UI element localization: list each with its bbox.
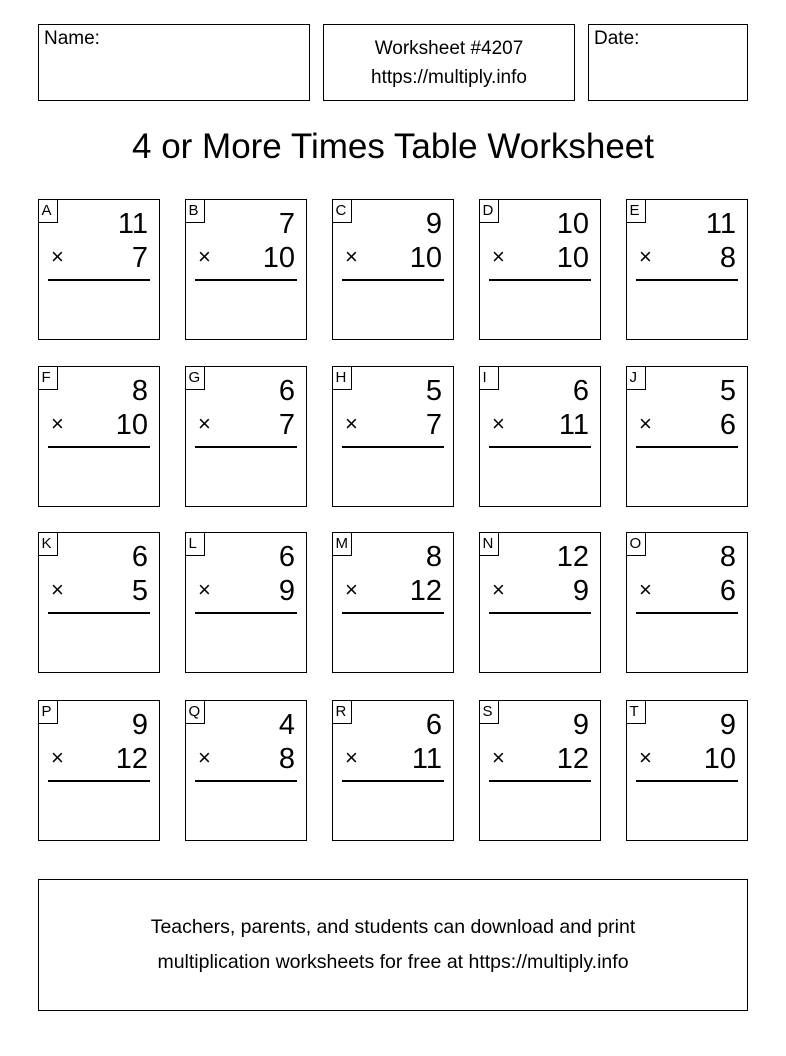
- multiplicand: 9: [425, 208, 442, 240]
- problem-letter: H: [332, 366, 352, 390]
- footer-line-2: multiplication worksheets for free at https://multiply.info: [157, 951, 629, 973]
- problem-card-d[interactable]: [479, 199, 601, 340]
- multiplier: 8: [278, 743, 295, 775]
- multiply-sign: ×: [51, 577, 64, 602]
- answer-line: [489, 279, 591, 281]
- multiply-sign: ×: [345, 411, 358, 436]
- multiplicand: 10: [556, 208, 589, 240]
- multiplier: 8: [719, 242, 736, 274]
- multiplier: 10: [409, 242, 442, 274]
- multiplier: 12: [115, 743, 148, 775]
- multiplicand: 8: [425, 541, 442, 573]
- problem-letter: Q: [185, 700, 205, 724]
- multiplier: 7: [278, 409, 295, 441]
- problem-letter: D: [479, 199, 499, 223]
- problem-card-l[interactable]: [185, 532, 307, 673]
- problem-letter: I: [479, 366, 499, 390]
- problem-card-r[interactable]: [332, 700, 454, 841]
- multiply-sign: ×: [639, 745, 652, 770]
- multiply-sign: ×: [345, 577, 358, 602]
- multiplier: 9: [278, 575, 295, 607]
- multiply-sign: ×: [492, 411, 505, 436]
- multiplicand: 5: [719, 375, 736, 407]
- answer-line: [636, 446, 738, 448]
- problem-letter: N: [479, 532, 499, 556]
- answer-line: [195, 780, 297, 782]
- problem-card-n[interactable]: [479, 532, 601, 673]
- answer-line: [342, 612, 444, 614]
- problem-card-o[interactable]: [626, 532, 748, 673]
- multiply-sign: ×: [198, 244, 211, 269]
- multiply-sign: ×: [492, 745, 505, 770]
- multiply-sign: ×: [345, 745, 358, 770]
- multiply-sign: ×: [639, 411, 652, 436]
- problem-card-t[interactable]: [626, 700, 748, 841]
- problem-letter: G: [185, 366, 205, 390]
- answer-line: [342, 446, 444, 448]
- answer-line: [195, 612, 297, 614]
- problem-card-j[interactable]: [626, 366, 748, 507]
- problem-letter: E: [626, 199, 646, 223]
- name-field[interactable]: [38, 24, 310, 101]
- multiplier: 11: [558, 409, 589, 441]
- problem-card-i[interactable]: [479, 366, 601, 507]
- answer-line: [342, 279, 444, 281]
- multiply-sign: ×: [639, 577, 652, 602]
- multiplier: 10: [115, 409, 148, 441]
- problem-card-k[interactable]: [38, 532, 160, 673]
- problem-card-f[interactable]: [38, 366, 160, 507]
- answer-line: [48, 279, 150, 281]
- multiplicand: 6: [425, 709, 442, 741]
- multiply-sign: ×: [639, 244, 652, 269]
- worksheet-info-box: [323, 24, 575, 101]
- multiplicand: 11: [705, 208, 736, 240]
- multiplier: 10: [556, 242, 589, 274]
- multiplicand: 7: [278, 208, 295, 240]
- page-title: 4 or More Times Table Worksheet: [132, 127, 654, 166]
- problem-letter: S: [479, 700, 499, 724]
- multiplicand: 9: [719, 709, 736, 741]
- problem-letter: B: [185, 199, 205, 223]
- problem-letter: P: [38, 700, 58, 724]
- footer-box: [38, 879, 748, 1011]
- multiplicand: 9: [131, 709, 148, 741]
- multiply-sign: ×: [51, 745, 64, 770]
- answer-line: [342, 780, 444, 782]
- problem-card-m[interactable]: [332, 532, 454, 673]
- footer-line-1: Teachers, parents, and students can download and print: [150, 916, 636, 938]
- multiplicand: 4: [278, 709, 295, 741]
- problem-card-h[interactable]: [332, 366, 454, 507]
- problem-letter: L: [185, 532, 205, 556]
- multiplier: 12: [556, 743, 589, 775]
- answer-line: [489, 612, 591, 614]
- problem-letter: F: [38, 366, 58, 390]
- answer-line: [48, 780, 150, 782]
- multiplicand: 5: [425, 375, 442, 407]
- multiplicand: 12: [556, 541, 589, 573]
- multiplier: 6: [719, 575, 736, 607]
- multiplicand: 9: [572, 709, 589, 741]
- problem-card-e[interactable]: [626, 199, 748, 340]
- problem-card-q[interactable]: [185, 700, 307, 841]
- answer-line: [636, 780, 738, 782]
- problem-card-p[interactable]: [38, 700, 160, 841]
- problem-card-b[interactable]: [185, 199, 307, 340]
- multiplier: 5: [131, 575, 148, 607]
- problem-card-g[interactable]: [185, 366, 307, 507]
- date-label: Date:: [594, 28, 640, 49]
- problem-card-c[interactable]: [332, 199, 454, 340]
- multiplier: 7: [425, 409, 442, 441]
- problem-letter: A: [38, 199, 58, 223]
- multiplier: 11: [411, 743, 442, 775]
- multiplicand: 6: [278, 375, 295, 407]
- answer-line: [195, 279, 297, 281]
- multiplicand: 8: [719, 541, 736, 573]
- answer-line: [48, 612, 150, 614]
- worksheet-number: Worksheet #4207: [374, 37, 524, 59]
- multiply-sign: ×: [345, 244, 358, 269]
- multiplier: 10: [703, 743, 736, 775]
- multiplicand: 11: [117, 208, 148, 240]
- problem-letter: O: [626, 532, 646, 556]
- multiplier: 7: [131, 242, 148, 274]
- multiplier: 12: [409, 575, 442, 607]
- multiply-sign: ×: [198, 577, 211, 602]
- problem-letter: R: [332, 700, 352, 724]
- multiply-sign: ×: [492, 244, 505, 269]
- multiplicand: 8: [131, 375, 148, 407]
- multiply-sign: ×: [492, 577, 505, 602]
- multiplier: 10: [262, 242, 295, 274]
- multiply-sign: ×: [198, 745, 211, 770]
- answer-line: [489, 780, 591, 782]
- multiplicand: 6: [572, 375, 589, 407]
- answer-line: [636, 279, 738, 281]
- problem-letter: M: [332, 532, 352, 556]
- problem-card-s[interactable]: [479, 700, 601, 841]
- answer-line: [636, 612, 738, 614]
- multiply-sign: ×: [51, 411, 64, 436]
- problem-card-a[interactable]: [38, 199, 160, 340]
- problem-letter: T: [626, 700, 646, 724]
- multiply-sign: ×: [198, 411, 211, 436]
- name-label: Name:: [44, 28, 100, 49]
- multiplicand: 6: [278, 541, 295, 573]
- multiplier: 9: [572, 575, 589, 607]
- problem-letter: C: [332, 199, 352, 223]
- multiplier: 6: [719, 409, 736, 441]
- multiply-sign: ×: [51, 244, 64, 269]
- date-field[interactable]: [588, 24, 748, 101]
- problem-letter: J: [626, 366, 646, 390]
- answer-line: [489, 446, 591, 448]
- problem-letter: K: [38, 532, 58, 556]
- answer-line: [48, 446, 150, 448]
- worksheet-url: https://multiply.info: [371, 66, 527, 88]
- multiplicand: 6: [131, 541, 148, 573]
- answer-line: [195, 446, 297, 448]
